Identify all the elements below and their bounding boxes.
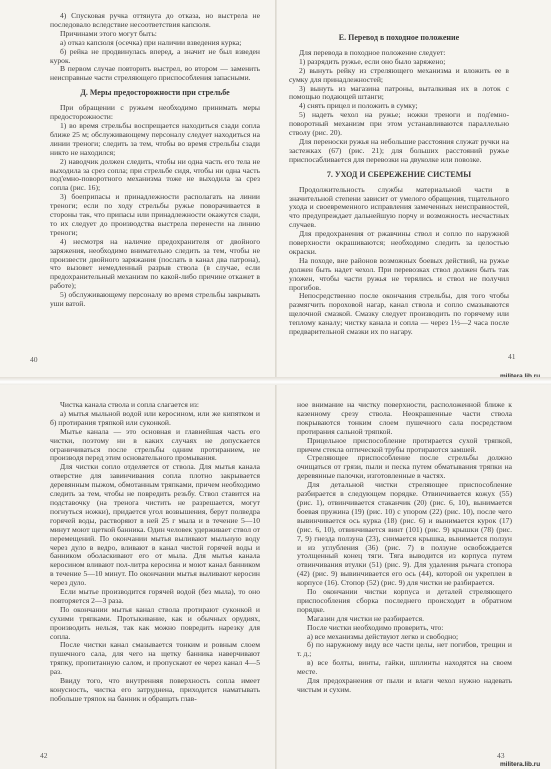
page-43 xyxy=(297,401,512,743)
p41-8: Продолжительность службы материальной части в значительной степени зависит от умелого обращения, тщательного ухода и своевременного исправления замеченных неисправностей, что предупреждает дальнейшую порчу и возможность несчастных случаев. xyxy=(289,184,509,230)
p40-10: 4) несмотря на наличие предохранителя от двойного заряжения, необходимо внимательно следить за тем, чтобы не произвести двойного заряжания (послать в канал два патрона), что вызовет немедленный разрыв ствола (в случае, если предохранительный механизм по какой-либо причине откажет в работе); xyxy=(50,236,260,291)
p41-4: 3) вынуть из магазина патроны, выталкивая их в лоток с помощью подающей штанги; xyxy=(289,83,509,102)
page-41 xyxy=(289,28,509,346)
p40-1: 4) Спусковая ручка оттянута до отказа, но выстрела не последовало вследствие несоответствия капсюля. xyxy=(50,12,260,29)
p40-11: 5) обслуживающему персоналу во время стрельбы закрывать уши ватой. xyxy=(50,290,260,309)
page-number-40: 40 xyxy=(30,355,38,364)
p43-7: После чистки необходимо проверить, что: xyxy=(307,622,444,632)
p41-10: На походе, вне районов возможных боевых действий, на ружье должен быть надет чехол. При перевозках ствол должен быть так уложен, чтобы части ружья не терялись и ствол не получил прогибов. xyxy=(289,255,509,292)
p42-7: После чистки канал смазывается тонким и ровным слоем пушечного сала, для чего на щетку банника наверчивают тряпку, пропитанную салом, и пропускают ее через канал 4—5 раз. xyxy=(50,640,260,677)
section-heading-e: Е. Перевод в походное положение xyxy=(338,33,460,42)
p41-2: 1) разрядить ружье, если оно было заряжено; xyxy=(299,56,446,66)
page-42 xyxy=(50,401,260,743)
p43-9: б) по наружному виду все части целы, нет погибов, трещин и т. д.; xyxy=(297,640,512,659)
top-spread xyxy=(0,0,551,384)
p43-3: Стреляющее приспособление после стрельбы должно очищаться от грязи, пыли и песка путем обматывания тряпки на деревянные палочки, изготовленные в частях. xyxy=(297,453,512,481)
page-number-42: 42 xyxy=(40,751,48,760)
p41-9: Для предохранения от ржавчины ствол и сопло по наружной поверхности окрашиваются; необходимо следить за целостью окраски. xyxy=(289,229,509,256)
p42-3: Мытье канала — это основная и главнейшая часть его чистки, поэтому ни в каких случаях не допускается ограничиваться после стрельбы одним протиранием, не производя перед этим основательного промывания. xyxy=(50,426,260,463)
p41-6: 5) надеть чехол на ружье; ножки треноги и под'емно-поворотный механизм при этом устанавливаются параллельно стволу (рис. 20). xyxy=(289,110,509,138)
p41-1: Для перевода в походное положение следует: xyxy=(299,47,446,57)
p41-7: Для переноски ружья на небольшие расстояния служат ручки на застежках (67) (рис. 21); для больших расстояний ружье приспосабливается для перевозки на двуколке или повозке. xyxy=(289,136,509,164)
bottom-spread xyxy=(0,385,551,769)
bottom-gutter xyxy=(275,385,277,769)
p41-3: 2) вынуть рейку из стреляющего механизма и вложить ее в сумку для принадлежностей; xyxy=(289,65,509,84)
p43-2: Прицельное приспособление протирается сухой тряпкой, причем стекла оптической трубы протираются замшей. xyxy=(297,435,512,454)
p40-8: 2) наводчик должен следить, чтобы ни одна часть его тела не выходила за срез сопла; при стрельбе сидя, чтобы ни одна часть под'емно-поворотного механизма тоже не выходила за срез сопла (рис. 16); xyxy=(50,156,260,193)
p43-8: а) все механизмы действуют легко и свободно; xyxy=(307,631,459,641)
p40-6: При обращении с ружьем необходимо принимать меры предосторожности: xyxy=(50,103,260,122)
p40-7: 1) во время стрельбы воспрещается находиться сзади сопла ближе 25 м; обслуживающему персоналу следует находиться на линии треноги; следить за тем, чтобы во время стрельбы сзади никто не находился; xyxy=(50,120,260,157)
p42-4: Для чистки сопло отделяется от ствола. Для мытья канала отверстие для завинчивания сопла плотно закрывается деревянным пыжом, обмотанным тряпками, причем необходимо следить за тем, чтобы не повредить резьбу. Ствол ставится на подставочку (на тренога чистить не разрешается, могут погнуться ножки), придается угол возвышения, берут полведра горячей воды, растворяют в ней 25 г мыла и в течение 5—10 минут моют щеткой банника. Один человек удерживает ствол от перемещений. По окончании мытья выливают мыльную воду через дуло в ведро, вливают в канал чистой горячей воды и банником оболаскивают его от мыла. Для мытья канала керосином вливают пол-литра керосина и моют канал банником в течение 5—10 минут. По окончании мытья выливают керосин через дуло. xyxy=(50,462,260,588)
p41-11: Непосредственно после окончания стрельбы, для того чтобы размягчить пороховой нагар, канал ствола и сопло смазываются щелочной смазкой. Смазку следует производить по горячему или теплому каналу; чистку канала и сопла — через 1½—2 часа после предварительной смазки их по нагару. xyxy=(289,291,509,337)
p43-10: в) все болты, винты, гайки, шплинты находятся на своем месте. xyxy=(297,658,512,677)
page-number-41: 41 xyxy=(508,352,516,361)
p43-6: Магазин для чистки не разбирается. xyxy=(307,613,425,623)
p43-11: Для предохранения от пыли и влаги чехол нужно надевать чистым и сухим. xyxy=(297,676,512,694)
p42-5: Если мытье производится горячей водой (без мыла), то оно повторяется 2—3 раза. xyxy=(50,587,260,605)
p43-4: Для детальной чистки стреляющее приспособление разбирается в следующем порядке. Отвинчивается кожух (55) (рис. 1), отвинчивается стаканчик (20) (рис. 6, 10), вынимается боевая пружина (19) (рис. 10) с упором (22) (рис. 10), после чего вывинчивается ось курка (18) (рис. 6) и вынимается курок (17) (рис. 6, 10), отвинчивается винт (101) (рис. 9) крышки (78) (рис. 7, 9) гнезда ползуна (23), снимается крышка, вынимается ползун и из углубления (36) (рис. 7) в ползуне освобождается утолщенный конец тяги. Тяга выводится из корпуса путем отвинчивания втулки (51) (рис. 9). Для удаления рычага стопора (42) (рис. 9) вывинчивается его ось (44), которой он укреплен в корпусе (16). Стопор (52) (рис. 9) для чистки не разбирается. xyxy=(297,480,512,588)
page-40 xyxy=(50,12,260,357)
section-heading-d: Д. Меры предосторожности при стрельбе xyxy=(80,88,230,98)
top-gutter xyxy=(275,0,277,384)
p42-1: Чистка канала ствола и сопла слагается из: xyxy=(60,401,199,409)
watermark-bottom: militera.lib.ru xyxy=(500,761,541,768)
p40-9: 3) боеприпасы и принадлежности располагать на линии треноги; если по ходу стрельбы ружье поворачивается в стороны так, что припасы или принадлежности окажутся сзади, то их следует до производства выстрела перенести на линию треноги; xyxy=(50,192,260,237)
page-number-43: 43 xyxy=(497,751,505,760)
p42-8: Ввиду того, что внутренняя поверхность сопла имеет конусность, чистка его затруднена, приходится наматывать побольше тряпок на банник и обращать глав- xyxy=(50,676,260,703)
p42-2: а) мытья мыльной водой или керосином, или же кипятком и б) протирания тряпкой или суконкой. xyxy=(50,408,260,427)
p42-6: По окончании мытья канал ствола протирают суконкой и сухими тряпками. Протыкивание, как и обычных орудиях, производить нельзя, так как можно повредить нарезку для сопла. xyxy=(50,604,260,641)
p40-3: а) отказ капсюля (осечка) при наличии взведения курка; xyxy=(60,37,242,47)
section-heading-7: 7. УХОД И СБЕРЕЖЕНИЕ СИСТЕМЫ xyxy=(326,169,472,179)
p40-2: Причинами этого могут быть: xyxy=(60,28,157,38)
p43-5: По окончании чистки корпуса и деталей стреляющего приспособления сборка последнего происходит в обратном порядке. xyxy=(297,587,512,614)
p41-5: 4) снять прицел и положить в сумку; xyxy=(299,101,418,111)
p40-4: б) рейка не продвинулась вперед, а значит не был взведен курок. xyxy=(50,46,260,65)
p43-1: ное внимание на чистку поверхности, расположенной ближе к казенному срезу ствола. Неокрашенные части ствола покрываются тонким слоем пушечного сала посредством протирания сальной тряпкой. xyxy=(297,401,512,436)
p40-5: В первом случае повторить выстрел, во втором — заменить неисправные части стреляющего приспособления запасными. xyxy=(50,64,260,83)
